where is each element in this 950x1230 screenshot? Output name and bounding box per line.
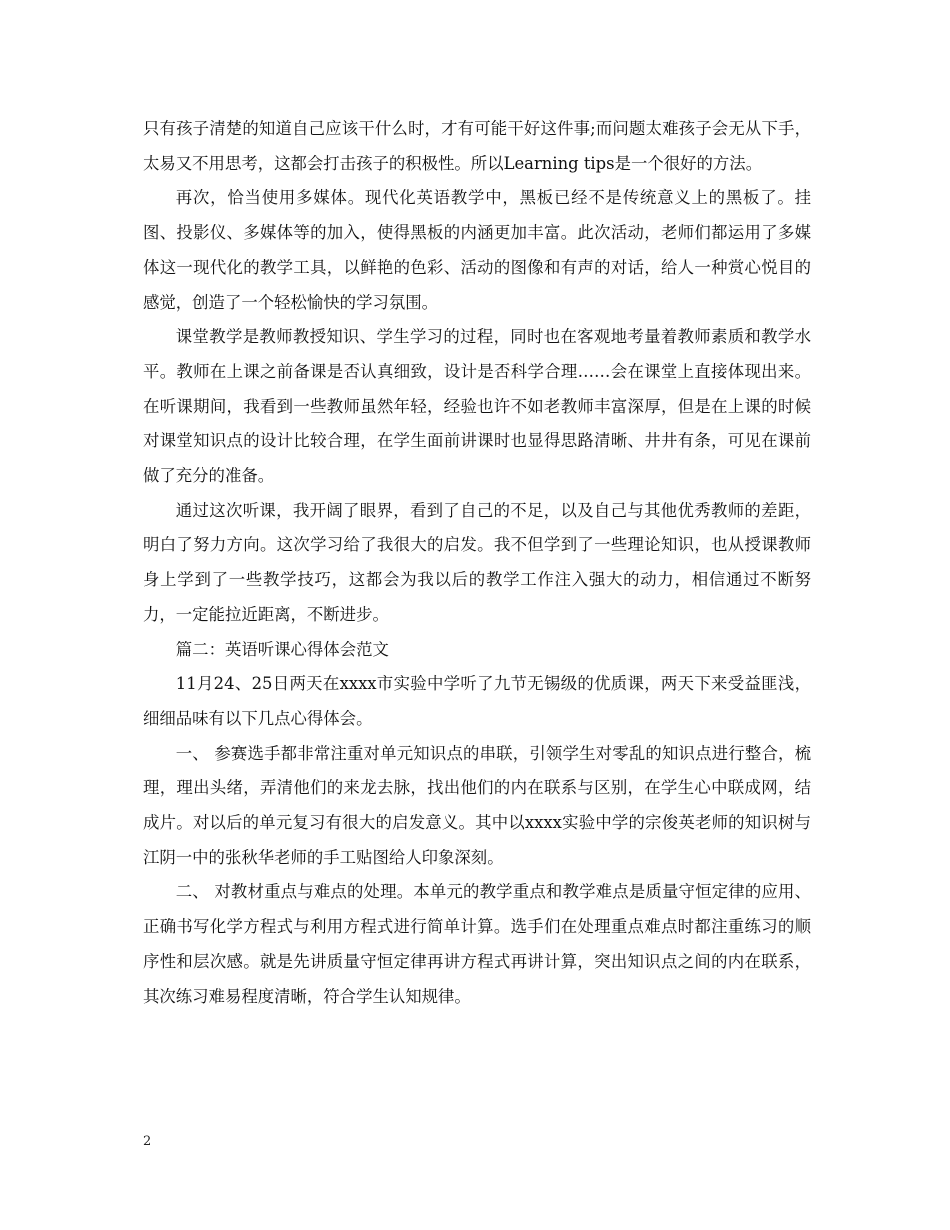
page-number: 2 <box>143 1134 152 1149</box>
paragraph: 篇二：英语听课心得体会范文 <box>175 639 389 659</box>
paragraph: 11月24、25日两天在xxxx市实验中学听了九节无锡级的优质课，两天下来受益匪浅，细细品味有以下几点心得体会。 <box>143 674 811 728</box>
paragraph: 再次，恰当使用多媒体。现代化英语教学中，黑板已经不是传统意义上的黑板了。挂图、投影仪、多媒体等的加入，使得黑板的内涵更加丰富。此次活动，老师们都运用了多媒体这一现代化的教学工具，以鲜艳的色彩、活动的图像和有声的对话，给人一种赏心悦目的感觉，创造了一个轻松愉快的学习氛围。 <box>143 188 811 312</box>
paragraph: 一、 参赛选手都非常注重对单元知识点的串联，引领学生对零乱的知识点进行整合，梳理，理出头绪，弄清他们的来龙去脉，找出他们的内在联系与区别，在学生心中联成网，结成片。对以后的单元复习有很大的启发意义。其中以xxxx实验中学的宗俊英老师的知识树与江阴一中的张秋华老师的手工贴图给人印象深刻。 <box>143 743 811 867</box>
document-body <box>143 112 811 1014</box>
paragraph: 只有孩子清楚的知道自己应该干什么时，才有可能干好这件事;而问题太难孩子会无从下手，太易又不用思考，这都会打击孩子的积极性。所以Learning tips是一个很好的方法。 <box>143 119 811 173</box>
paragraph: 课堂教学是教师教授知识、学生学习的过程，同时也在客观地考量着教师素质和教学水平。教师在上课之前备课是否认真细致，设计是否科学合理……会在课堂上直接体现出来。在听课期间，我看到一些教师虽然年轻，经验也许不如老教师丰富深厚，但是在上课的时候对课堂知识点的设计比较合理，在学生面前讲课时也显得思路清晰、井井有条，可见在课前做了充分的准备。 <box>143 327 811 486</box>
paragraph: 二、 对教材重点与难点的处理。本单元的教学重点和教学难点是质量守恒定律的应用、正确书写化学方程式与利用方程式进行简单计算。选手们在处理重点难点时都注重练习的顺序性和层次感。就是先讲质量守恒定律再讲方程式再讲计算，突出知识点之间的内在联系，其次练习难易程度清晰，符合学生认知规律。 <box>143 882 811 1006</box>
paragraph: 通过这次听课，我开阔了眼界，看到了自己的不足，以及自己与其他优秀教师的差距，明白了努力方向。这次学习给了我很大的启发。我不但学到了一些理论知识，也从授课教师身上学到了一些教学技巧，这都会为我以后的教学工作注入强大的动力，相信通过不断努力，一定能拉近距离，不断进步。 <box>143 500 811 624</box>
